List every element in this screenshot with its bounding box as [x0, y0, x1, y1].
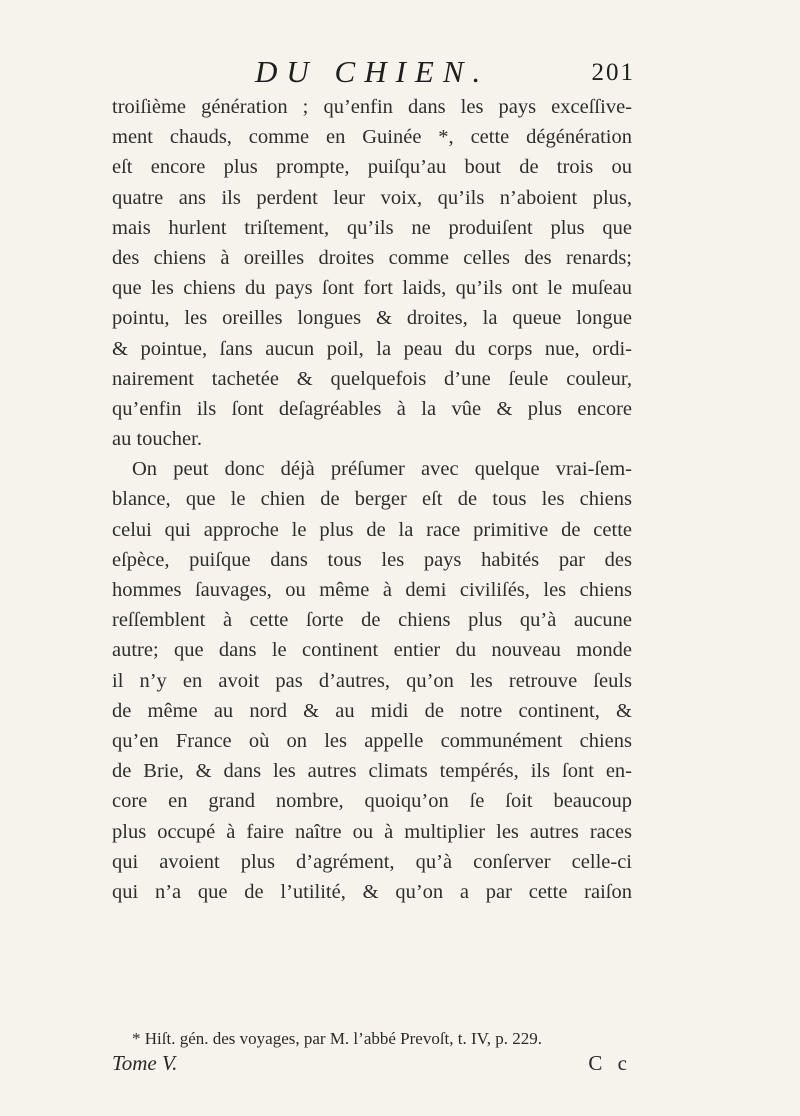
text-line: troiſième génération ; qu’enfin dans les pays exceſſive-: [112, 96, 632, 118]
text-line: eſt encore plus prompte, puiſqu’au bout de trois ou: [112, 156, 632, 179]
paragraph-first-line: On peut donc déjà préſumer avec quelque vrai-ſem-: [132, 458, 632, 481]
footnote: * Hiſt. gén. des voyages, par M. l’abbé Prevoſt, t. IV, p. 229.: [132, 1029, 542, 1048]
text-line: core en grand nombre, quoiqu’on ſe ſoit beaucoup: [112, 790, 632, 813]
text-line: plus occupé à faire naître ou à multiplier les autres races: [112, 820, 632, 843]
text-line: de même au nord & au midi de notre continent, &: [112, 699, 632, 722]
text-line: qu’en France où on les appelle communément chiens: [112, 729, 632, 752]
text-line: hommes ſauvages, ou même à demi civiliſés, les chiens: [112, 579, 632, 601]
text-line: celui qui approche le plus de la race primitive de cette: [112, 518, 632, 541]
running-title: DU CHIEN.: [255, 54, 490, 89]
text-line: ment chauds, comme en Guinée *, cette dégénération: [112, 126, 632, 149]
text-line: nairement tachetée & quelquefois d’une ſeule couleur,: [112, 367, 632, 390]
text-line: blance, que le chien de berger eſt de tous les chiens: [112, 488, 632, 511]
body-text: [112, 92, 632, 907]
gathering-signature: C c: [588, 1051, 632, 1075]
text-line: qui n’a que de l’utilité, & qu’on a par cette raiſon: [112, 880, 632, 903]
text-line: qui avoient plus d’agrément, qu’à conſerver celle-ci: [112, 850, 632, 873]
text-line: pointu, les oreilles longues & droites, la queue longue: [112, 307, 632, 330]
text-line: quatre ans ils perdent leur voix, qu’ils n’aboient plus,: [112, 186, 632, 209]
text-line: de Brie, & dans les autres climats tempérés, ils ſont en-: [112, 760, 632, 783]
text-line: qu’enfin ils ſont deſagréables à la vûe & plus encore: [112, 397, 632, 420]
text-line: autre; que dans le continent entier du nouveau monde: [112, 639, 632, 662]
text-line: il n’y en avoit pas d’autres, qu’on les retrouve ſeuls: [112, 669, 632, 692]
signature-line: [112, 1050, 632, 1076]
page-number: 201: [591, 59, 635, 86]
volume-label: Tome V.: [112, 1051, 178, 1075]
text-line: au toucher.: [112, 428, 202, 451]
text-line: des chiens à oreilles droites comme celles des renards;: [112, 246, 632, 269]
page-header: [0, 52, 800, 92]
text-line: & pointue, ſans aucun poil, la peau du corps nue, ordi-: [112, 337, 632, 360]
text-line: mais hurlent triſtement, qu’ils ne produiſent plus que: [112, 216, 632, 239]
text-line: reſſemblent à cette ſorte de chiens plus qu’à aucune: [112, 609, 632, 632]
text-line: eſpèce, puiſque dans tous les pays habités par des: [112, 548, 632, 571]
text-line: que les chiens du pays ſont fort laids, qu’ils ont le muſeau: [112, 277, 632, 300]
